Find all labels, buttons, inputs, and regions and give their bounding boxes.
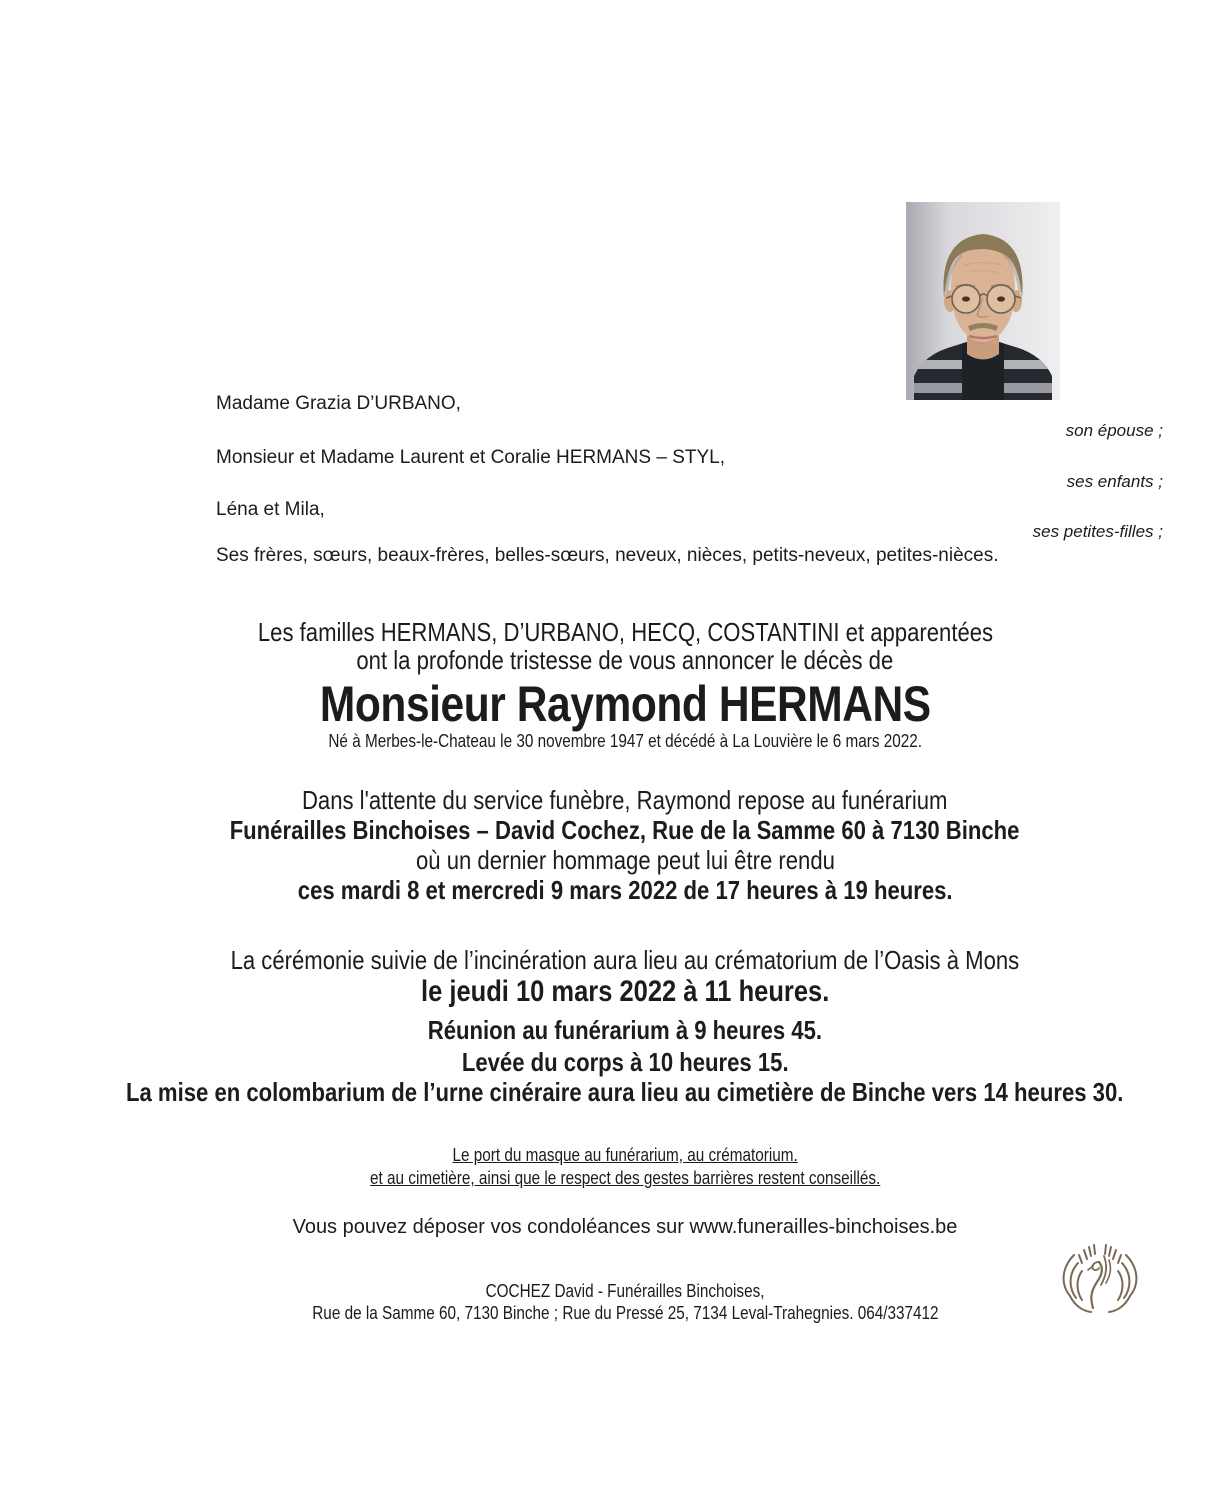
children-names-line: Monsieur et Madame Laurent et Coralie HERMANS – STYL, xyxy=(216,447,725,468)
mask-notice-text2: et au cimetière, ainsi que le respect des gestes barrières restent conseillés. xyxy=(369,1168,881,1188)
families-line xyxy=(36,618,1214,648)
children-relation-label: ses enfants ; xyxy=(1066,472,1163,491)
deceased-name-heading xyxy=(36,676,1214,732)
portrait-illustration xyxy=(906,202,1060,400)
columbarium-line xyxy=(36,1078,1214,1108)
bird-phoenix-logo-drawing xyxy=(1056,1240,1144,1320)
body-removal-text: Levée du corps à 10 heures 15. xyxy=(461,1047,789,1077)
funeral-home-address-line xyxy=(36,816,1214,846)
ceremony-date-line xyxy=(36,977,1214,1007)
mask-notice-line1 xyxy=(36,1145,1214,1166)
columbarium-text: La mise en colombarium de l’urne cinéraire aura lieu au cimetière de Binche vers 14 heures 30. xyxy=(126,1077,1124,1107)
condolences-text: Vous pouvez déposer vos condoléances sur www.funerailles-binchoises.be xyxy=(292,1216,958,1238)
meeting-time-text: Réunion au funérarium à 9 heures 45. xyxy=(427,1015,823,1045)
mask-notice-line2 xyxy=(36,1168,1214,1189)
granddaughters-relation-label: ses petites-filles ; xyxy=(1032,522,1163,541)
extended-family-line: Ses frères, sœurs, beaux-frères, belles-sœurs, neveux, nièces, petits-neveux, petites-nièces. xyxy=(216,545,999,566)
sorrow-text: ont la profonde tristesse de vous annoncer le décès de xyxy=(356,645,894,675)
life-dates-line xyxy=(36,731,1214,752)
life-dates-text: Né à Merbes-le-Chateau le 30 novembre 1947 et décédé à La Louvière le 6 mars 2022. xyxy=(328,731,922,751)
visitation-hours-text: ces mardi 8 et mercredi 9 mars 2022 de 17 heures à 19 heures. xyxy=(297,875,953,905)
sorrow-line xyxy=(36,646,1214,676)
funeral-home-addresses-line xyxy=(36,1303,1214,1324)
ceremony-date-text: le jeudi 10 mars 2022 à 11 heures. xyxy=(420,975,830,1008)
spouse-name-line: Madame Grazia D’URBANO, xyxy=(216,393,461,414)
visitation-intro-text: Dans l'attente du service funèbre, Raymond repose au funérarium xyxy=(302,785,948,815)
families-text: Les familles HERMANS, D’URBANO, HECQ, COSTANTINI et apparentées xyxy=(257,617,993,647)
ceremony-intro-line xyxy=(36,946,1214,976)
ceremony-intro-text: La cérémonie suivie de l’incinération aura lieu au crématorium de l’Oasis à Mons xyxy=(230,945,1020,975)
spouse-relation-label: son épouse ; xyxy=(1065,421,1163,440)
visitation-intro-line xyxy=(36,786,1214,816)
meeting-time-line xyxy=(36,1016,1214,1046)
visitation-hours-line xyxy=(36,876,1214,906)
body-removal-line xyxy=(36,1048,1214,1078)
granddaughters-names-line: Léna et Mila, xyxy=(216,499,325,520)
mask-notice-text1: Le port du masque au funérarium, au crématorium. xyxy=(452,1145,798,1165)
last-homage-line xyxy=(36,846,1214,876)
bird-phoenix-logo-icon xyxy=(1056,1240,1144,1320)
funeral-director-text: COCHEZ David - Funérailles Binchoises, xyxy=(485,1281,765,1301)
last-homage-text: où un dernier hommage peut lui être rendu xyxy=(415,845,835,875)
funeral-home-addresses-text: Rue de la Samme 60, 7130 Binche ; Rue du Pressé 25, 7134 Leval-Trahegnies. 064/337412 xyxy=(311,1303,939,1323)
funeral-home-address-text: Funérailles Binchoises – David Cochez, Rue de la Samme 60 à 7130 Binche xyxy=(230,815,1020,845)
condolences-line xyxy=(36,1216,1214,1239)
deceased-name-text: Monsieur Raymond HERMANS xyxy=(319,676,931,732)
deceased-portrait-photo xyxy=(906,202,1060,400)
funeral-director-line xyxy=(36,1281,1214,1302)
